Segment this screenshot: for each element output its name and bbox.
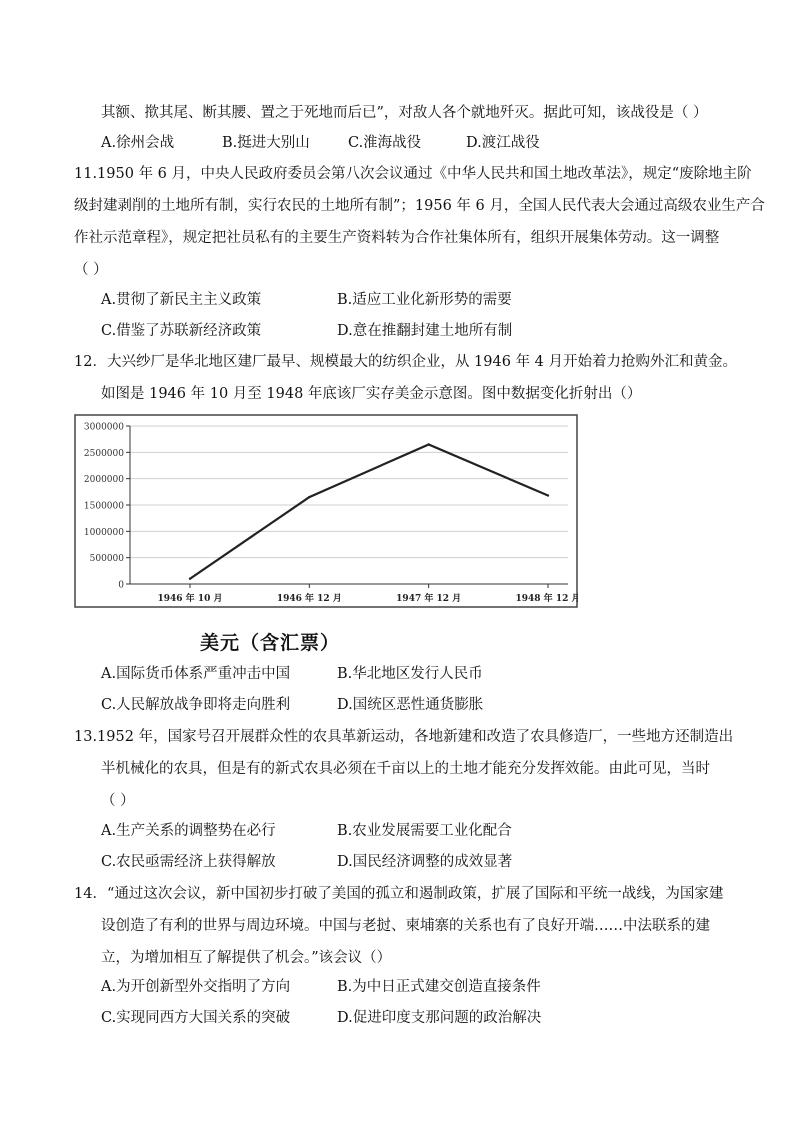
q14-option-b[interactable]: B.为中日正式建交创造直接条件 (337, 979, 541, 995)
q10-option-b[interactable]: B.挺进大别山 (222, 135, 310, 151)
chart-frame (75, 415, 577, 607)
q12-line1: 12．大兴纱厂是华北地区建厂最早、规模最大的纺织企业，从 1946 年 4 月开始着力抢购外汇和黄金。 (74, 354, 738, 370)
q12-option-c[interactable]: C.人民解放战争即将走向胜利 (101, 697, 291, 713)
y-tick-label: 0 (118, 580, 124, 591)
q14-line2: 设创造了有利的世界与周边环境。中国与老挝、柬埔寨的关系也有了良好开端……中法联系的建 (101, 918, 710, 934)
q13-line1: 13.1952 年，国家号召开展群众性的农具革新运动，各地新建和改造了农具修造厂，一些地方还制造出 (74, 729, 734, 745)
q11-line2: 级封建剥削的土地所有制，实行农民的土地所有制”；1956 年 6 月，全国人民代表大会通过高级农业生产合 (74, 198, 765, 214)
q10-option-a[interactable]: A.徐州会战 (101, 135, 175, 151)
data-point (308, 496, 310, 498)
q13-option-c[interactable]: C.农民亟需经济上获得解放 (101, 854, 276, 870)
y-tick-label: 2500000 (83, 448, 124, 459)
y-tick-label: 2000000 (83, 475, 124, 486)
q14-option-c[interactable]: C.实现同西方大国关系的突破 (101, 1010, 291, 1026)
q12-option-a[interactable]: A.国际货币体系严重冲击中国 (101, 666, 291, 682)
q11-line4: （ ） (74, 262, 108, 278)
q14-line3: 立，为增加相互了解提供了机会。”该会议（） (101, 950, 392, 966)
x-tick-label: 1946 年 12 月 (276, 594, 342, 604)
q12-line2: 如图是 1946 年 10 月至 1948 年底该厂实存美金示意图。图中数据变化折射出（） (101, 386, 642, 402)
data-point (547, 494, 549, 496)
q11-line3: 作社示范章程》，规定把社员私有的主要生产资料转为合作社集体所有，组织开展集体劳动。这一调整 (74, 230, 720, 246)
q12-option-b[interactable]: B.华北地区发行人民币 (337, 666, 483, 682)
q13-line2: 半机械化的农具，但是有的新式农具必须在千亩以上的土地才能充分发挥效能。由此可见，当时 (101, 761, 710, 777)
q10-line1: 其额、揿其尾、断其腰、置之于死地而后已”，对敌人各个就地歼灭。据此可知，该战役是（ ） (101, 105, 708, 121)
q10-option-d[interactable]: D.渡江战役 (466, 135, 540, 151)
data-point (189, 578, 191, 580)
x-tick-label: 1946 年 10 月 (157, 594, 223, 604)
q14-option-a[interactable]: A.为开创新型外交指明了方向 (101, 979, 291, 995)
q11-line1: 11.1950 年 6 月，中央人民政府委员会第八次会议通过《中华人民共和国土地改革法》，规定“废除地主阶 (74, 166, 752, 182)
q14-option-d[interactable]: D.促进印度支那问题的政治解决 (337, 1010, 542, 1026)
q12-option-d[interactable]: D.国统区恶性通货膨胀 (337, 697, 484, 713)
y-tick-label: 500000 (89, 554, 124, 565)
q13-option-a[interactable]: A.生产关系的调整势在必行 (101, 823, 276, 839)
q11-option-a[interactable]: A.贯彻了新民主主义政策 (101, 292, 262, 308)
q11-option-c[interactable]: C.借鉴了苏联新经济政策 (101, 323, 262, 339)
x-tick-label: 1948 年 12 月 (515, 594, 578, 604)
q13-line3: （ ） (101, 793, 135, 809)
q11-option-d[interactable]: D.意在推翻封建土地所有制 (337, 323, 513, 339)
q14-line1: 14．“通过这次会议，新中国初步打破了美国的孤立和遏制政策，扩展了国际和平统一战线，为国家建 (74, 886, 724, 902)
chart-caption: 美元（含汇票） (200, 632, 341, 654)
q10-option-c[interactable]: C.淮海战役 (348, 135, 422, 151)
y-tick-label: 1000000 (83, 527, 124, 538)
line-chart-svg (74, 414, 578, 608)
q11-option-b[interactable]: B.适应工业化新形势的需要 (337, 292, 512, 308)
y-tick-label: 1500000 (83, 501, 124, 512)
dollar-holdings-chart (74, 414, 578, 608)
data-point (427, 443, 429, 445)
y-tick-label: 3000000 (83, 422, 124, 433)
x-tick-label: 1947 年 12 月 (396, 594, 462, 604)
q13-option-b[interactable]: B.农业发展需要工业化配合 (337, 823, 512, 839)
q13-option-d[interactable]: D.国民经济调整的成效显著 (337, 854, 513, 870)
